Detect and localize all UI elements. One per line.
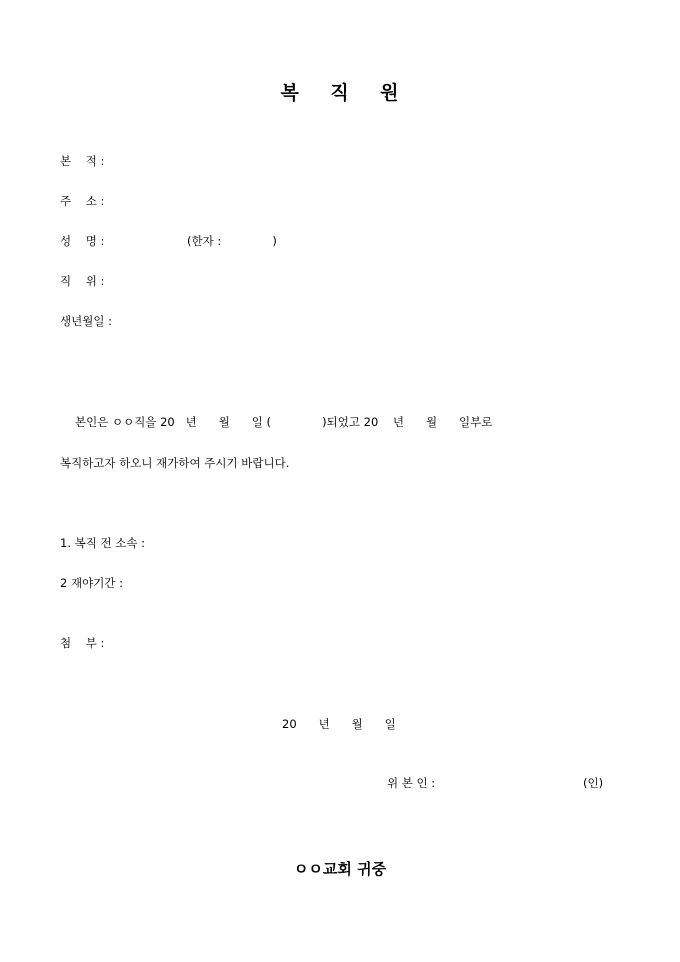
document-title: 복 직 원 bbox=[280, 82, 400, 104]
name-hanja-field: (한자 : ) bbox=[187, 234, 277, 248]
address-field-label: 주 소 : bbox=[60, 194, 105, 208]
birthdate-field-label: 생년월일 : bbox=[60, 314, 112, 328]
domicile-field-label: 본 적 : bbox=[60, 154, 105, 168]
position-field-label: 직 위 : bbox=[60, 274, 105, 288]
signature-label: 위 본 인 : bbox=[387, 776, 436, 790]
attachment-label: 첨 부 : bbox=[60, 636, 105, 650]
date-line: 20 년 월 일 bbox=[282, 717, 396, 731]
body-paragraph-line-2: 복직하고자 하오니 재가하여 주시기 바랍니다. bbox=[60, 456, 290, 470]
prior-affiliation-item: 1. 복직 전 소속 : bbox=[60, 536, 146, 550]
seal-mark: (인) bbox=[583, 776, 604, 790]
leave-period-item: 2 재야기간 : bbox=[60, 576, 123, 590]
name-field-label: 성 명 : bbox=[60, 234, 105, 248]
body-paragraph-line-1: 본인은 ㅇㅇ직을 20 년 월 일 ( )되었고 20 년 월 일부로 bbox=[75, 415, 493, 429]
addressee-org: ㅇㅇ교회 귀중 bbox=[293, 860, 387, 878]
